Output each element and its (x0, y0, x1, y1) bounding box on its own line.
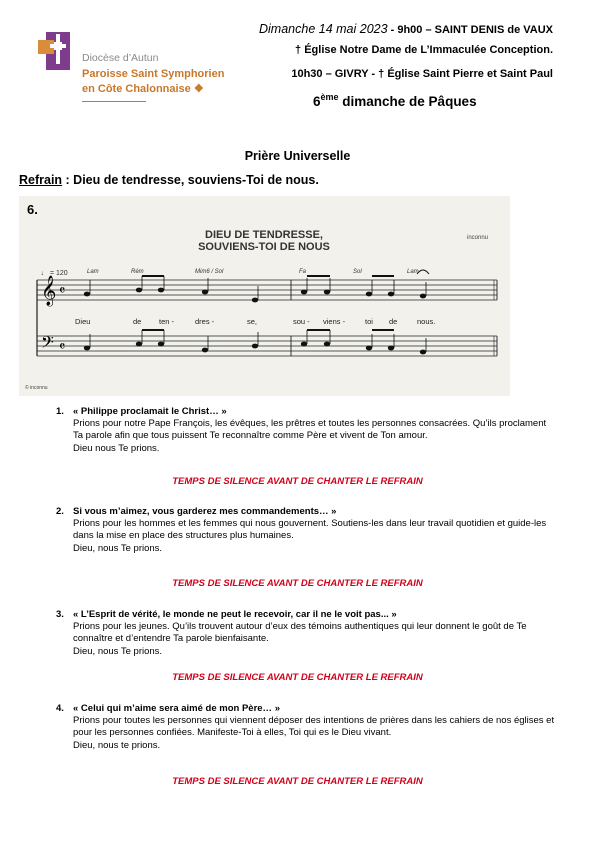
note-head (158, 342, 164, 347)
chord-label: Mim6 / Sol (195, 269, 224, 275)
lyric-syllable: nous. (417, 317, 436, 326)
chord-label: Lam (87, 269, 99, 275)
prayer-text-line: Ta parole afin que tous puissent Te reconnaître comme Père et vivent de Ton amour. (73, 430, 428, 442)
parish-logo-icon (36, 30, 76, 74)
refrain-label: Refrain (19, 173, 63, 187)
time-signature-icon: 𝄴 (59, 339, 66, 355)
logo-underline (82, 101, 146, 102)
lyric-syllable: toi (365, 317, 373, 326)
refrain-text: : Dieu de tendresse, souviens-Toi de nous. (62, 173, 319, 187)
silence-note: TEMPS DE SILENCE AVANT DE CHANTER LE REFRAIN (172, 672, 423, 683)
prayer-text-line: connaître et d’entendre Ta parole bienfaisante. (73, 633, 269, 645)
bass-clef-icon: 𝄢 (41, 332, 54, 356)
fermata-icon (417, 270, 429, 274)
treble-clef-icon: 𝄞 (41, 276, 57, 306)
note-head (324, 342, 330, 347)
note-head (252, 344, 258, 349)
prayer-heading: « Celui qui m’aime sera aimé de mon Père… » (73, 703, 280, 714)
header-line2: † Église Notre Dame de L’Immaculée Conception. (295, 44, 553, 56)
lyric-syllable: dres - (195, 317, 215, 326)
prayer-text-line: Prions pour toutes les personnes qui viennent déposer des intentions de prières dans les cahiers de nos églises et (73, 715, 555, 727)
score-title-line2: SOUVIENS-TOI DE NOUS (198, 241, 330, 253)
grapes-icon: ❖ (193, 83, 204, 95)
note-head (158, 288, 164, 293)
note-head (301, 290, 307, 295)
note-head (252, 298, 258, 303)
note-head (202, 348, 208, 353)
sunday-title: 6ème dimanche de Pâques (313, 92, 477, 109)
prayer-text-line: Prions pour les hommes et les femmes qui nous gouvernent. Soutiens-les dans leur travail quotidien et guide-les (73, 518, 547, 530)
header-line1 (259, 22, 553, 36)
logo-diocese: Diocèse d’Autun (82, 52, 159, 64)
note-head (420, 350, 426, 355)
note-head (366, 292, 372, 297)
prayer-heading: « L’Esprit de vérité, le monde ne peut le recevoir, car il ne le voit pas... » (73, 609, 397, 620)
prayer-text-line: pour les personnes confiées. Manifeste-Toi à elles, Toi qui es le Dieu vivant. (73, 727, 392, 739)
note-head (136, 342, 142, 347)
note-head (420, 294, 426, 299)
score-staves (37, 275, 497, 356)
prayer-heading: « Philippe proclamait le Christ… » (73, 406, 227, 417)
score-number: 6. (27, 202, 38, 217)
time-signature-icon: 𝄴 (59, 283, 66, 299)
prayer-text-line: Prions pour les jeunes. Qu’ils trouvent autour d’eux des témoins authentiques qui leur donnent le goût de Te (73, 621, 527, 633)
page-title: Prière Universelle (244, 149, 351, 163)
music-score (19, 196, 510, 396)
prayer-number: 3. (56, 609, 64, 620)
lyric-syllable: sou - (293, 317, 310, 326)
note-head (301, 342, 307, 347)
lyric-syllable: se, (247, 317, 258, 326)
prayer-number: 2. (56, 506, 64, 517)
note-head (84, 292, 90, 297)
chord-label: Lam (407, 269, 419, 275)
note-head (324, 290, 330, 295)
lyric-syllable: Dieu (75, 317, 91, 326)
score-tempo: ♩ = 120 (41, 270, 68, 277)
silence-note: TEMPS DE SILENCE AVANT DE CHANTER LE REFRAIN (172, 776, 423, 787)
silence-note: TEMPS DE SILENCE AVANT DE CHANTER LE REFRAIN (172, 578, 423, 589)
prayer-text-line: Prions pour notre Pape François, les évêques, les prêtres et toutes les personnes consacrées. Qu’ils proclament (73, 418, 547, 430)
chord-label: Rém (131, 269, 144, 275)
note-head (388, 346, 394, 351)
lyric-syllable: ten - (159, 317, 175, 326)
header-line1-rest: - 9h00 – SAINT DENIS de VAUX (387, 24, 553, 36)
prayer-number: 1. (56, 406, 64, 417)
logo-parish-line2: en Côte Chalonnaise ❖ (82, 83, 204, 95)
lyric-syllable: de (133, 317, 142, 326)
silence-note: TEMPS DE SILENCE AVANT DE CHANTER LE REFRAIN (172, 476, 423, 487)
header-date: Dimanche 14 mai 2023 (259, 22, 388, 36)
score-author: inconnu (467, 235, 489, 241)
header-line3: 10h30 – GIVRY - † Église Saint Pierre et Saint Paul (291, 68, 553, 80)
note-head (136, 288, 142, 293)
note-head (84, 346, 90, 351)
prayer-text-line: Dieu, nous Te prions. (73, 645, 163, 657)
score-lyrics (75, 317, 435, 326)
logo-parish-line1: Paroisse Saint Symphorien (82, 68, 225, 80)
score-chords (87, 269, 429, 275)
prayer-text-line: Dieu, nous te prions. (73, 739, 161, 751)
chord-label: Fa (299, 269, 307, 275)
prayer-text-line: dans la mise en place des structures plus humaines. (73, 530, 294, 542)
score-title-line1: DIEU DE TENDRESSE, (205, 229, 323, 241)
lyric-syllable: viens - (323, 317, 346, 326)
chord-label: Sol (353, 269, 362, 275)
score-copyright: © inconnu (25, 385, 48, 391)
prayer-text-line: Dieu, nous Te prions. (73, 542, 163, 554)
refrain-line (19, 173, 319, 187)
lyric-syllable: de (389, 317, 398, 326)
note-head (388, 292, 394, 297)
note-head (202, 290, 208, 295)
music-score-image (19, 196, 510, 396)
parish-logo (36, 30, 236, 110)
prayer-heading: Si vous m’aimez, vous garderez mes commandements… » (73, 506, 337, 517)
note-head (366, 346, 372, 351)
prayer-number: 4. (56, 703, 64, 714)
prayer-text-line: Dieu nous Te prions. (73, 442, 160, 454)
